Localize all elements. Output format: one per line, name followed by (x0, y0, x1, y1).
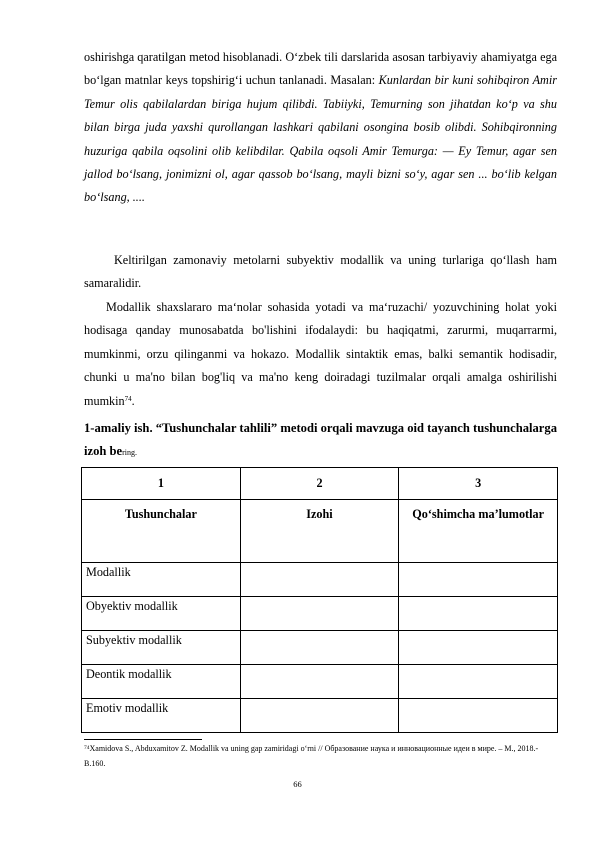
table-cell-concept: Deontik modallik (82, 665, 241, 699)
table-number-cell: 1 (82, 468, 241, 500)
table-cell-empty[interactable] (240, 699, 399, 733)
paragraph-modality-definition: Modallik shaxslararo ma‘nolar sohasida yotadi va ma‘ruzachi/ yozuvchining holat yoki hodisaga qanday munosabatda bo'lishini ifodalaydi: bu haqiqatmi, zarurmi, muqarrarmi, mumkinmi, orzu qilinganmi va hokazo. Modallik sintaktik emas, balki semantik hodisadir, chunki u ma'no bilan bog'liq va ma'no keng doiradagi tuzilmalar orqali amalga oshirilishi mumkin$^{74}$. (84, 300, 557, 408)
paragraph-italic-example: Kunlardan bir kuni sohibqiron Amir Temur olis qabilalardan biriga hujum qilibdi. Tabiiyki, Temurning son jihatdan ko‘p va shu bilan birga juda yaxshi qurollangan lashkari qabilani osongina bosib olibdi. Sohibqironning huzuriga qabila oqsolini olib kelibdilar. Qabila oqsoli Amir Temurga: — Ey Temur, agar sen jallod bo‘lsang, jonimizni ol, agar qassob bo‘lsang, mayli bizni so‘y, agar sen ... bo‘lib kelgan bo‘lsang, .... (84, 73, 557, 205)
table-cell-empty[interactable] (399, 699, 558, 733)
table-cell-empty[interactable] (240, 631, 399, 665)
table-cell-concept: Subyektiv modallik (82, 631, 241, 665)
page-number: 66 (293, 779, 302, 789)
table-cell-empty[interactable] (399, 563, 558, 597)
footnote (84, 741, 557, 771)
table-row (82, 665, 558, 699)
concepts-table (81, 467, 558, 733)
paragraph-case-method (84, 46, 557, 210)
paragraph-text: Modallik shaxslararo ma‘nolar sohasida yotadi va ma‘ruzachi/ yozuvchining holat yoki hodisaga qanday munosabatda bo'lishini ifodalaydi: bu haqiqatmi, zarurmi, muqarrarmi, mumkinmi, orzu qilinganmi va hokazo. Modallik sintaktik emas, balki semantik hodisadir, chunki u ma'no bilan bog'liq va ma'no keng doiradagi tuzilmalar orqali amalga oshirilishi mumkin (84, 300, 557, 408)
table-row (82, 631, 558, 665)
paragraph-modern-methods: Keltirilgan zamonaviy metolarni subyektiv modallik va uning turlariga qo‘llash ham samaralidir. (84, 253, 557, 291)
table-number-row (82, 468, 558, 500)
table-cell-concept: Obyektiv modallik (82, 597, 241, 631)
table-cell-concept: Emotiv modallik (82, 699, 241, 733)
table-cell-empty[interactable] (240, 597, 399, 631)
table-header-concepts: Tushunchalar (82, 500, 241, 563)
exercise-heading: 1-amaliy ish. “Tushunchalar tahlili” metodi orqali mavzuga oid tayanch tushunchalarga izoh bering. (84, 421, 557, 458)
footnote-reference[interactable]: 74 (124, 394, 132, 403)
table-row (82, 563, 558, 597)
table-header-row (82, 500, 558, 563)
table-cell-empty[interactable] (240, 563, 399, 597)
table-number-cell: 3 (399, 468, 558, 500)
paragraph-text: oshirishga qaratilgan metod hisoblanadi. O‘zbek tili darslarida asosan tarbiyaviy ahamiyatga ega bo‘lgan matnlar keys topshirig‘i uchun tanlanadi. Masalan: (84, 50, 557, 88)
table-cell-empty[interactable] (399, 665, 558, 699)
table-cell-empty[interactable] (399, 597, 558, 631)
footnote-text: Xamidova S., Abduxamitov Z. Modallik va uning gap zamiridagi o‘rni // Образование наука и инновационные идеи в мире. – М., 2018.- В.160. (84, 744, 539, 768)
footnote-marker: 74 (84, 745, 90, 751)
table-header-additional-info: Qo‘shimcha ma’lumotlar (399, 500, 558, 563)
table-row (82, 699, 558, 733)
table-cell-empty[interactable] (399, 631, 558, 665)
table-cell-concept: Modallik (82, 563, 241, 597)
table-number-cell: 2 (240, 468, 399, 500)
table-header-explanation: Izohi (240, 500, 399, 563)
table-row (82, 597, 558, 631)
table-cell-empty[interactable] (240, 665, 399, 699)
footnote-divider (84, 739, 202, 740)
